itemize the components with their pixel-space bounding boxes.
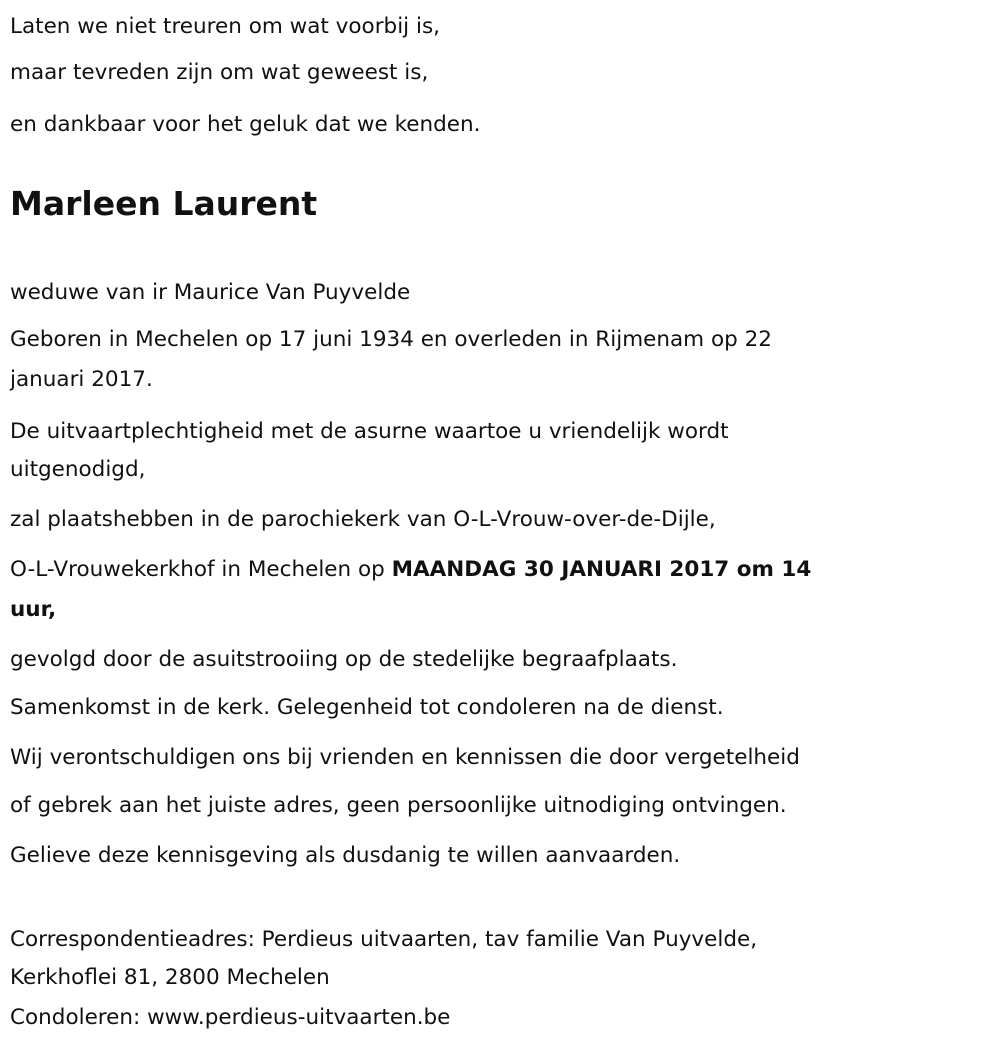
apology-text-cont: of gebrek aan het juiste adres, geen persoonlijke uitnodiging ontvingen.: [10, 793, 787, 818]
followed-text: gevolgd door de asuitstrooiing op de stedelijke begraafplaats.: [10, 647, 678, 672]
service-time: uur,: [10, 597, 57, 622]
correspondence-address-cont: Kerkhoflei 81, 2800 Mechelen: [10, 965, 330, 990]
poem-line: maar tevreden zijn om wat geweest is,: [10, 60, 429, 85]
correspondence-address: Correspondentieadres: Perdieus uitvaarten, tav familie Van Puyvelde,: [10, 927, 758, 952]
poem-line: en dankbaar voor het geluk dat we kenden.: [10, 112, 481, 137]
widow-text: weduwe van ir Maurice Van Puyvelde: [10, 280, 411, 305]
service-date: MAANDAG 30 JANUARI 2017 om 14: [391, 557, 812, 582]
invite-text-cont: uitgenodigd,: [10, 457, 146, 482]
address-date-text: [10, 551, 811, 589]
service-date-cont: [10, 591, 56, 629]
deceased-name: Marleen Laurent: [10, 184, 318, 223]
accept-text: Gelieve deze kennisgeving als dusdanig te willen aanvaarden.: [10, 843, 681, 868]
gathering-text: Samenkomst in de kerk. Gelegenheid tot condoleren na de dienst.: [10, 695, 724, 720]
poem-line: Laten we niet treuren om wat voorbij is,: [10, 14, 440, 39]
apology-text: Wij verontschuldigen ons bij vrienden en kennissen die door vergetelheid: [10, 745, 800, 770]
address-text: O-L-Vrouwekerkhof in Mechelen op: [10, 557, 392, 582]
birth-text: Geboren in Mechelen op 17 juni 1934 en overleden in Rijmenam op 22: [10, 327, 772, 352]
condolences-link[interactable]: Condoleren: www.perdieus-uitvaarten.be: [10, 1005, 451, 1030]
birth-text-cont: januari 2017.: [10, 367, 153, 392]
place-text: zal plaatshebben in de parochiekerk van O-L-Vrouw-over-de-Dijle,: [10, 507, 716, 532]
invite-text: De uitvaartplechtigheid met de asurne waartoe u vriendelijk wordt: [10, 419, 729, 444]
